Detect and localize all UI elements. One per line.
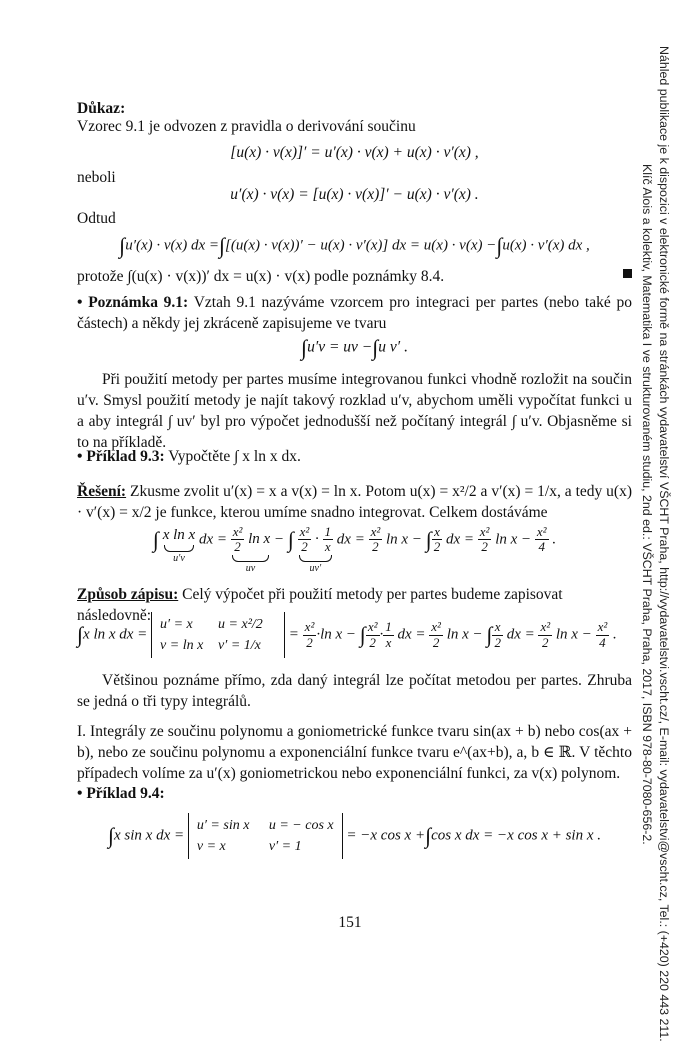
proof-heading-text: Důkaz: xyxy=(77,100,126,117)
odtud-text: Odtud xyxy=(77,210,116,227)
underbrace xyxy=(232,555,270,562)
note-9-1: • Poznámka 9.1: Vztah 9.1 nazýváme vzorcem pro integraci per partes (nebo také po částech) a někdy jej zkráceně zapisujeme ve tvaru xyxy=(77,294,632,333)
equation-product-rule: [u(x) · v(x)]′ = u′(x) · v(x) + u(x) · v′(x) , xyxy=(230,144,479,161)
proof-conclusion: protože ∫(u(x) · v(x))′ dx = u(x) · v(x) podle poznámky 8.4. xyxy=(77,266,632,287)
sidebar-line-2: Klíč Alois a kolektiv, Matematika I ve strukturovaném studiu, 2nd ed.: VŠCHT Praha, Praha, 2017, ISBN 978-80-7080-656-2. xyxy=(640,164,654,845)
integral-sign: ∫ xyxy=(218,233,225,258)
page-number: 151 xyxy=(338,914,362,931)
underbrace xyxy=(164,545,194,552)
sidebar-line-1: Náhled publikace je k dispozici v elektronické formě na stránkách vydavatelství VŠCHT Praha, http://vydavatelstvi.vscht.cz/, E-mail: vydavatelstvi@vscht.cz, Tel.: (+420) 220 443 211. xyxy=(657,46,671,1042)
proof-intro: Vzorec 9.1 je odvozen z pravidla o derivování součinu xyxy=(77,118,416,135)
equation-per-partes-short: ∫u′v = uv −∫u v′ . xyxy=(301,335,408,360)
paragraph-recognition: Většinou poznáme přímo, zda daný integrál lze počítat metodou per partes. Zhruba se jedná o tři typy integrálů. xyxy=(77,672,632,711)
substitution-table: u′ = sin x u = − cos x v = x v′ = 1 xyxy=(188,813,343,859)
substitution-table: u′ = x u = x²/2 v = ln x v′ = 1/x xyxy=(151,612,285,658)
example-9-3-label: Příklad 9.3: xyxy=(86,448,165,465)
publisher-sidebar xyxy=(612,46,672,1042)
solution-text: Zkusme zvolit u′(x) = x a v(x) = ln x. Potom u(x) = x²/2 a v′(x) = 1/x, a tedy u(x) · v′(x) = x/2 je funkce, kterou umíme snadno integrovat. Celkem dostáváme xyxy=(77,483,632,522)
integral-sign: ∫ xyxy=(119,233,126,258)
solution-label: Řešení: xyxy=(77,483,127,500)
equation-rearranged: u′(x) · v(x) = [u(x) · v(x)]′ − u(x) · v′(x) . xyxy=(230,186,479,203)
example-9-3: • Příklad 9.3: Vypočtěte ∫ x ln x dx. xyxy=(77,448,301,465)
equation-solution: ∫ x ln x u′v dx = $\frac{\text{x²}}{2}$ ln x uv − ∫ $\frac{\text{x²}}{2}$ · $\frac{1}{x}$ uv′ dx = $\frac{\text{x²}}{2}$ ln x − ∫ $\frac{x}{2}$ dx = $\frac{\text{x²}}{2}$ ln x − $\frac{\text{x²}}{4}$ . xyxy=(152,524,557,574)
solution xyxy=(77,481,632,523)
integral-sign: ∫ xyxy=(496,233,503,258)
example-9-3-text: Vypočtěte ∫ x ln x dx. xyxy=(168,448,301,465)
integral-type-1: I. Integrály ze součinu polynomu a goniometrické funkce tvaru sin(ax + b) nebo cos(ax + b), nebo ze součinu polynomu a exponenciální funkce tvaru e^(ax+b), a, b ∈ ℝ. V těchto případech volíme za u′(x) goniometrickou nebo exponenciální funkci, za v(x) polynom. xyxy=(77,723,632,783)
example-9-4: • Příklad 9.4: xyxy=(77,785,165,802)
example-9-4-label: Příklad 9.4: xyxy=(86,785,165,802)
equation-example-9-4: ∫x sin x dx = u′ = sin x u = − cos x v = x v′ = 1 = −x cos x +∫cos x dx = −x cos x + sin x . xyxy=(77,813,632,859)
note-9-1-label: Poznámka 9.1: xyxy=(88,294,189,311)
underbrace xyxy=(299,555,332,562)
note-9-1-text: Vztah 9.1 nazýváme vzorcem pro integraci per partes (nebo také po částech) a někdy jej zkráceně zapisujeme ve tvaru xyxy=(77,294,632,333)
method-label: Způsob zápisu: xyxy=(77,586,179,603)
equation-integral-derivation: ∫u′(x) · v(x) dx =∫[(u(x) · v(x))′ − u(x) · v′(x)] dx = u(x) · v(x) −∫u(x) · v′(x) dx , xyxy=(119,233,590,258)
method-explanation: Při použití metody per partes musíme integrovanou funkci vhodně rozložit na součin u′v. Smysl použití metody je najít takový rozklad u′v, abychom uměli vypočítat funkci u a aby integrál ∫ uv′ byl pro výpočet jednodušší než počítaný integrál ∫ u′v. Objasněme si to na příkladě. xyxy=(77,371,632,452)
method-text: Celý výpočet při použití metody per partes budeme zapisovat následovně: xyxy=(77,586,563,625)
equation-method-table: ∫x ln x dx = u′ = x u = x²/2 v = ln x v′ = 1/x = $\frac{\text{x²}}{2}$ ·ln x − ∫ $\frac{\text{x²}}{2}$ · $\frac{1}{x}$ dx = $\frac{\text{x²}}{2}$ ln x − ∫ $\frac{x}{2}$ dx = $\frac{\text{x²}}{2}$ ln x − $\frac{\text{x²}}{4}$ . xyxy=(77,612,632,658)
neboli-text: neboli xyxy=(77,169,116,186)
